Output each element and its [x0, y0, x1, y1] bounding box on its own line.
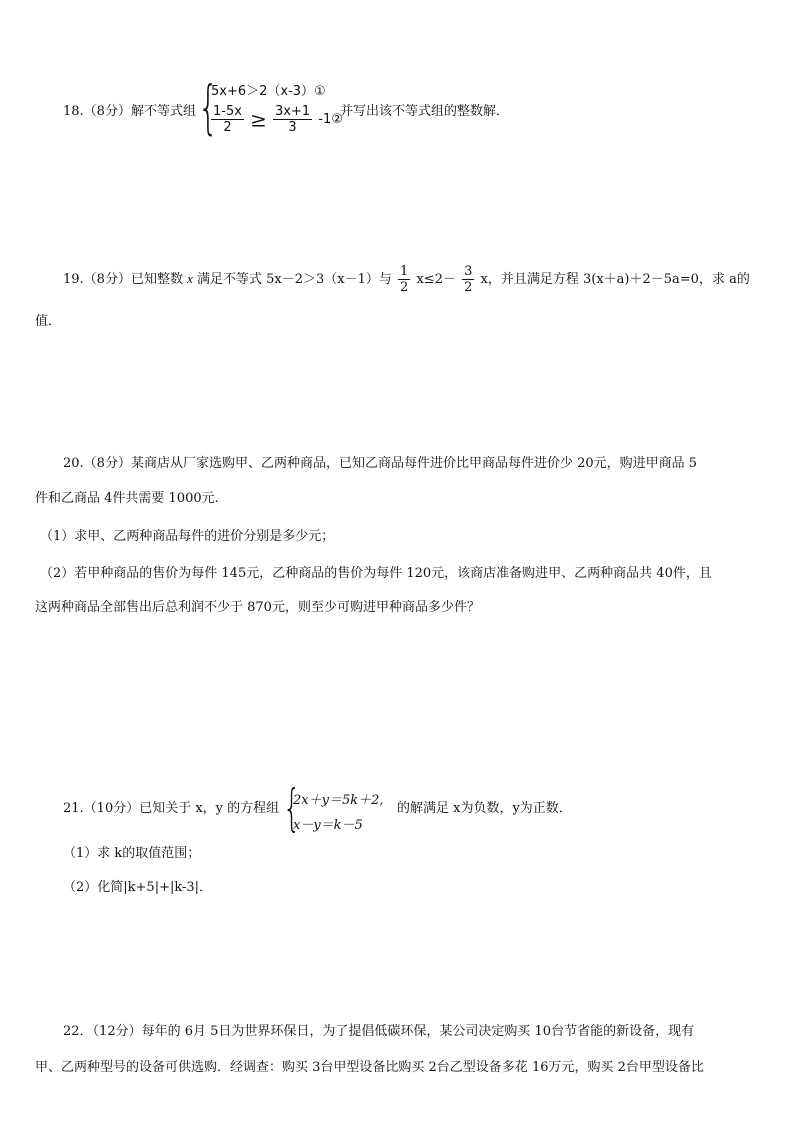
q21-part-2: （2）化简|k+5|+|k-3|． [63, 880, 213, 895]
q21-condition: 的解满足 x为负数，y为正数． [397, 801, 572, 816]
q18-frac-right-num: 3x+1 [274, 104, 311, 119]
q18-frac-right-den: 3 [288, 120, 297, 135]
q21-brace: { [283, 779, 301, 837]
q18-brace: { [198, 73, 219, 141]
q21-equation-2: x－y＝k－5 [293, 818, 363, 833]
q20-part-1: （1）求甲、乙两种商品每件的进价分别是多少元； [40, 529, 335, 544]
q20-line-1: 20.（8分）某商店从厂家选购甲、乙两种商品，已知乙商品每件进价比甲商品每件进价少 20元，购进甲商品 5 [63, 456, 698, 471]
q21-label: 21.（10分）已知关于 x，y 的方程组 [63, 801, 280, 816]
q18-inequality-1: 5x+6＞2（x-3）① [211, 84, 326, 99]
q21-equation-1: 2x＋y＝5k＋2, [293, 793, 384, 808]
q19-frac2-den: 2 [464, 280, 473, 295]
q22-line-1: 22．（12分）每年的 6月 5日为世界环保日，为了提倡低碳环保，某公司决定购买 10台节省能的新设备，现有 [63, 1024, 695, 1039]
q19-condition: 满足不等式 5x－2＞3（x－1）与 [197, 272, 392, 287]
q18-inequality-2 [209, 104, 343, 135]
q22-line-2: 甲、乙两种型号的设备可供选购．经调查：购买 3台甲型设备比购买 2台乙型设备多花 16万元，购买 2台甲型设备比 [35, 1060, 704, 1075]
q20-part-2-line-1: （2）若甲种商品的售价为每件 145元，乙种商品的售价为每件 120元，该商店准备购进甲、乙两种商品共 40件，且 [40, 566, 712, 581]
q19-line-1 [63, 262, 750, 297]
q20-line-2: 件和乙商品 4件共需要 1000元. [35, 491, 219, 506]
q18-relation: ≥ [250, 107, 267, 132]
q18-instruction: 并写出该不等式组的整数解． [340, 104, 510, 119]
q19-frac1-num: 1 [400, 264, 409, 279]
q18-tail-term: -1② [318, 112, 343, 127]
q19-line-2: 值． [35, 314, 62, 329]
q18-frac-left-den: 2 [223, 120, 232, 135]
q19-frac2-num: 3 [464, 264, 473, 279]
q19-var-x: x [187, 271, 193, 286]
q19-frac1-den: 2 [400, 280, 409, 295]
q18-frac-left-num: 1-5x [213, 104, 242, 119]
q21-part-1: （1）求 k的取值范围； [63, 846, 201, 861]
q20-part-2-line-2: 这两种商品全部售出后总利润不少于 870元，则至少可购进甲种商品多少件？ [35, 600, 480, 615]
q19-after: x，并且满足方程 3(x＋a)＋2－5a=0，求 a的 [480, 272, 750, 287]
q19-label: 19.（8分）已知整数 [63, 272, 183, 287]
q19-middle: x≤2－ [416, 272, 456, 287]
q18-label: 18.（8分）解不等式组 [63, 104, 196, 119]
